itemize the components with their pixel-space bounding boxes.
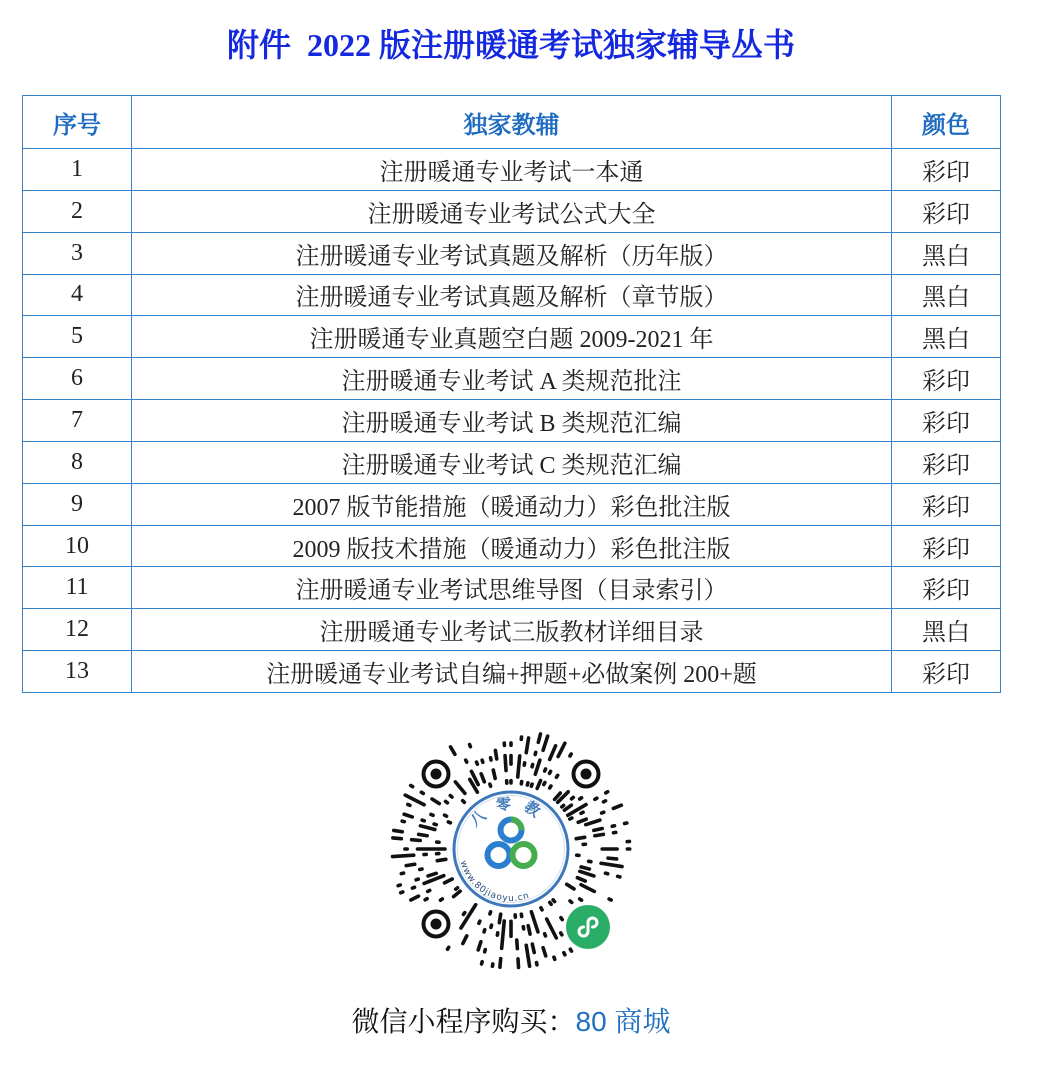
cell-number: 13: [23, 651, 132, 693]
qr-module: [572, 797, 574, 798]
header-book-title: 独家教辅: [132, 96, 892, 149]
cell-number: 1: [23, 149, 132, 191]
qr-module: [517, 940, 518, 949]
qr-module: [613, 805, 621, 808]
qr-module: [461, 905, 476, 928]
cell-number: 11: [23, 567, 132, 609]
qr-module: [558, 743, 565, 756]
qr-module: [416, 879, 418, 880]
qr-module: [545, 769, 546, 771]
qr-module: [428, 890, 430, 891]
qr-module: [482, 760, 483, 762]
qr-module: [564, 805, 571, 810]
qr-module: [456, 888, 458, 889]
qr-module: [580, 871, 594, 876]
qr-module: [408, 804, 410, 805]
cell-book-title: 2009 版技术措施（暖通动力）彩色批注版: [132, 525, 892, 567]
cell-number: 7: [23, 400, 132, 442]
qr-module: [561, 933, 562, 935]
cell-print-color: 彩印: [892, 525, 1001, 567]
qr-module: [401, 873, 403, 874]
qr-module: [570, 901, 572, 903]
qr-module: [466, 760, 467, 762]
table-row: [23, 358, 1001, 400]
qr-module: [463, 801, 465, 803]
qr-module: [490, 912, 491, 914]
cell-print-color: 黑白: [892, 274, 1001, 316]
qr-module: [404, 814, 412, 817]
qr-module: [535, 760, 540, 774]
shop-name: 80 商城: [575, 1006, 671, 1037]
book-list-table: [22, 95, 1001, 693]
cell-book-title: 注册暖通专业考试公式大全: [132, 190, 892, 232]
qr-module: [491, 758, 492, 760]
qr-module: [541, 908, 542, 910]
qr-module: [485, 950, 486, 952]
qr-module: [578, 819, 586, 822]
qr-module: [402, 821, 404, 822]
qr-module: [532, 765, 533, 767]
cell-print-color: 彩印: [892, 190, 1001, 232]
qr-module: [482, 962, 483, 964]
qr-module: [493, 770, 495, 778]
qr-module: [447, 947, 448, 949]
cell-print-color: 彩印: [892, 483, 1001, 525]
table-row: [23, 316, 1001, 358]
cell-book-title: 注册暖通专业真题空白题 2009-2021 年: [132, 316, 892, 358]
qr-module: [419, 834, 428, 835]
qr-module: [606, 792, 608, 793]
qr-module: [420, 869, 422, 870]
cell-print-color: 黑白: [892, 232, 1001, 274]
qr-module: [580, 899, 582, 900]
cell-book-title: 注册暖通专业考试三版教材详细目录: [132, 609, 892, 651]
header-print-color: 颜色: [892, 96, 1001, 149]
qr-module: [484, 930, 485, 932]
qr-module: [432, 799, 439, 804]
qr-module: [401, 892, 403, 893]
table-row: [23, 149, 1001, 191]
qr-module: [577, 878, 585, 881]
qr-module: [451, 747, 455, 754]
qr-module: [412, 887, 414, 888]
qr-module: [434, 824, 436, 825]
qr-module: [491, 925, 492, 927]
table-row: [23, 567, 1001, 609]
qr-module: [422, 820, 424, 821]
cell-number: 12: [23, 609, 132, 651]
qr-module: [543, 736, 548, 750]
cell-book-title: 注册暖通专业考试一本通: [132, 149, 892, 191]
cell-book-title: 注册暖通专业考试思维导图（目录索引）: [132, 567, 892, 609]
qr-module: [537, 781, 540, 789]
qr-module: [445, 815, 447, 816]
table-row: [23, 400, 1001, 442]
qr-module: [393, 838, 402, 839]
cell-book-title: 2007 版节能措施（暖通动力）彩色批注版: [132, 483, 892, 525]
table-row: [23, 232, 1001, 274]
qr-module: [612, 826, 614, 827]
qr-module: [545, 934, 546, 936]
qr-module: [581, 812, 583, 813]
qr-module: [531, 912, 538, 932]
cell-number: 2: [23, 190, 132, 232]
cell-print-color: 彩印: [892, 651, 1001, 693]
qr-module: [550, 771, 551, 773]
cell-print-color: 彩印: [892, 149, 1001, 191]
cell-book-title: 注册暖通专业考试真题及解析（章节版）: [132, 274, 892, 316]
qr-module: [454, 891, 461, 896]
qr-module: [601, 863, 622, 866]
qr-module: [470, 745, 471, 747]
qr-module: [421, 792, 423, 793]
finder-top-left: [424, 762, 449, 787]
qr-module: [450, 796, 452, 798]
qr-module: [425, 899, 427, 900]
qr-module: [536, 963, 537, 965]
qr-module: [431, 814, 433, 815]
cell-print-color: 黑白: [892, 609, 1001, 651]
table-row: [23, 483, 1001, 525]
cell-print-color: 彩印: [892, 441, 1001, 483]
qr-module: [547, 919, 557, 938]
qr-module: [570, 818, 572, 819]
qr-module: [576, 837, 584, 838]
table-row: [23, 651, 1001, 693]
qr-module: [463, 936, 467, 944]
qr-module: [518, 959, 519, 968]
qr-module: [518, 756, 520, 777]
qr-module: [411, 785, 413, 786]
qr-module: [553, 900, 554, 902]
qr-module: [595, 834, 604, 835]
cell-print-color: 彩印: [892, 358, 1001, 400]
qr-module: [437, 859, 445, 860]
qr-module: [526, 738, 528, 753]
qr-module: [609, 899, 611, 900]
finder-top-right: [574, 762, 599, 787]
qr-module: [394, 830, 403, 831]
qr-module: [605, 873, 607, 874]
qr-module: [500, 959, 501, 968]
qr-module: [440, 899, 442, 900]
cell-book-title: 注册暖通专业考试 A 类规范批注: [132, 358, 892, 400]
qr-module: [428, 873, 436, 876]
qr-module: [445, 879, 453, 883]
qr-module: [567, 884, 574, 889]
qr-module: [594, 829, 602, 831]
qr-module: [505, 756, 506, 771]
qr-module: [562, 805, 564, 806]
cell-number: 4: [23, 274, 132, 316]
qr-module: [398, 885, 400, 886]
logo-url: www.80jiaoyu.cn: [457, 859, 532, 905]
qr-module: [412, 840, 421, 841]
qr-module: [550, 746, 556, 760]
qr-module: [406, 864, 414, 865]
qr-module: [570, 754, 571, 756]
qr-module: [570, 949, 571, 951]
qr-module: [495, 750, 496, 758]
document-title: 附件 2022 版注册暖通考试独家辅导丛书: [226, 27, 795, 63]
qr-module: [543, 948, 546, 956]
qr-module: [554, 957, 555, 959]
miniprogram-code: [367, 705, 641, 979]
qr-module: [550, 902, 551, 904]
qr-module: [556, 775, 557, 777]
qr-module: [581, 867, 589, 869]
qr-module: [448, 822, 450, 823]
qr-module: [463, 913, 464, 915]
qr-module: [528, 926, 530, 934]
qr-module: [481, 774, 484, 782]
table-row: [23, 274, 1001, 316]
cell-print-color: 彩印: [892, 400, 1001, 442]
qr-module: [527, 783, 528, 785]
wechat-miniprogram-icon: [566, 905, 610, 949]
qr-module: [581, 885, 594, 892]
table-row: [23, 190, 1001, 232]
table-body: [23, 149, 1001, 693]
qr-module: [564, 953, 565, 955]
table-row: [23, 441, 1001, 483]
qr-module: [393, 855, 414, 856]
qr-module: [490, 784, 491, 786]
cell-number: 9: [23, 483, 132, 525]
qr-module: [618, 876, 620, 877]
qr-module: [580, 798, 582, 799]
cell-book-title: 注册暖通专业考试真题及解析（历年版）: [132, 232, 892, 274]
table-row: [23, 525, 1001, 567]
table-row: [23, 609, 1001, 651]
qr-module: [499, 914, 500, 922]
qr-module: [544, 783, 545, 785]
qr-module: [535, 752, 536, 754]
qr-module: [531, 784, 532, 786]
purchase-note: [22, 1003, 1000, 1041]
qr-module: [538, 734, 540, 742]
center-logo: [368, 705, 568, 906]
cell-book-title: 注册暖通专业考试自编+押题+必做案例 200+题: [132, 651, 892, 693]
qr-module: [446, 801, 448, 802]
cell-book-title: 注册暖通专业考试 C 类规范汇编: [132, 441, 892, 483]
qr-module: [502, 921, 505, 948]
header-number: 序号: [23, 96, 132, 149]
qr-module: [586, 820, 600, 825]
purchase-label: 微信小程序购买：: [351, 1006, 576, 1037]
cell-book-title: 注册暖通专业考试 B 类规范汇编: [132, 400, 892, 442]
table-header-row: [23, 96, 1001, 149]
qr-module: [608, 858, 617, 859]
qr-module: [479, 921, 480, 923]
qr-module: [455, 782, 465, 793]
qr-module: [602, 812, 604, 813]
cell-number: 6: [23, 358, 132, 400]
qr-module: [526, 945, 529, 966]
qr-module: [532, 944, 534, 952]
finder-bottom-left: [424, 912, 449, 937]
cell-print-color: 黑白: [892, 316, 1001, 358]
cell-print-color: 彩印: [892, 567, 1001, 609]
cell-number: 10: [23, 525, 132, 567]
qr-module: [561, 918, 562, 920]
qr-module: [411, 896, 419, 900]
cell-number: 3: [23, 232, 132, 274]
cell-number: 5: [23, 316, 132, 358]
qr-module: [595, 798, 597, 799]
qr-module: [625, 823, 627, 824]
qr-module: [420, 826, 434, 830]
qr-module: [477, 762, 478, 764]
cell-number: 8: [23, 441, 132, 483]
qr-module: [550, 786, 551, 788]
logo-name: 八零教育: [367, 705, 553, 830]
qr-module: [478, 942, 481, 950]
qr-module: [603, 801, 605, 802]
